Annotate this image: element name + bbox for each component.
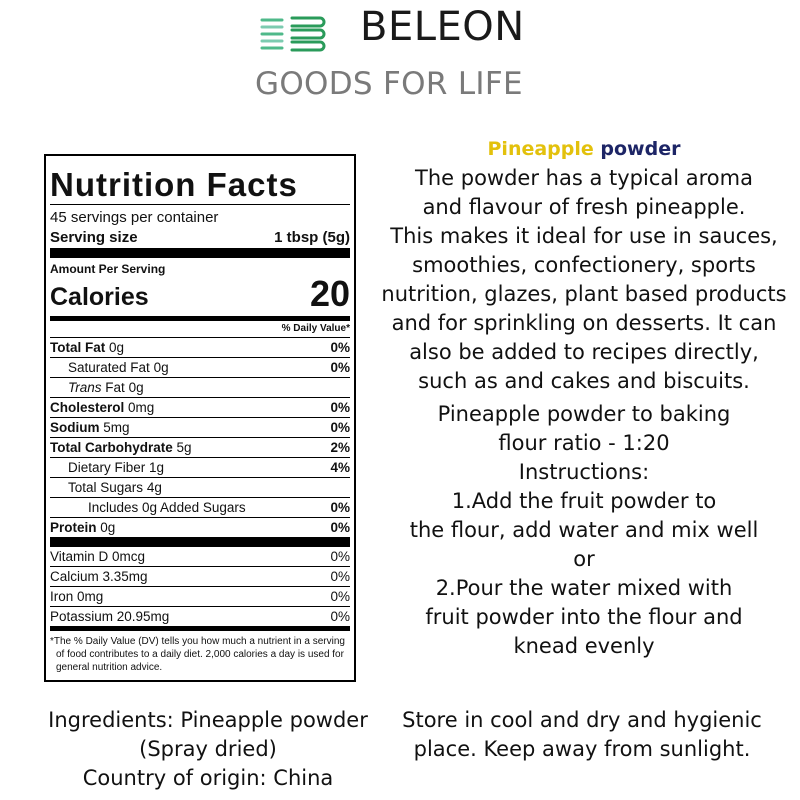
origin-line: Country of origin: China (82, 766, 334, 790)
vitamin-row-vitamin-d: Vitamin D 0mcg 0% (50, 549, 350, 564)
calories-row (50, 273, 350, 314)
product-title (366, 134, 800, 164)
product-title-word1: Pineapple (487, 138, 594, 160)
calories-value: 20 (309, 273, 350, 314)
description-line: such as and cakes and biscuits. (418, 369, 750, 393)
ingredients-line: (Spray dried) (139, 737, 277, 761)
beleon-logo-icon (258, 14, 330, 54)
instruction-line: the flour, add water and mix well (409, 518, 759, 542)
vitamin-row-iron: Iron 0mg 0% (50, 589, 350, 604)
ratio-line: Pineapple powder to baking (437, 402, 731, 426)
ingredients-block (28, 706, 388, 793)
description-line: The powder has a typical aroma (415, 166, 753, 190)
vitamin-row-calcium: Calcium 3.35mg 0% (50, 569, 350, 584)
product-title-word2: powder (600, 138, 681, 160)
description-line: smoothies, confectionery, sports (412, 253, 756, 277)
instruction-line: fruit powder into the flour and (425, 605, 743, 629)
instruction-line: knead evenly (513, 634, 655, 658)
nutrient-row-trans-fat: Trans Fat 0g (68, 380, 144, 395)
instruction-line: 2.Pour the water mixed with (435, 576, 733, 600)
daily-value-header: % Daily Value* (281, 323, 350, 334)
nutrient-row-cholesterol: Cholesterol 0mg 0% (50, 400, 350, 415)
nutrient-row-added-sugars: Includes 0g Added Sugars 0% (88, 500, 350, 515)
description-line: nutrition, glazes, plant based products (381, 282, 787, 306)
serving-size-row (50, 228, 350, 248)
storage-instructions (372, 706, 792, 764)
storage-line: place. Keep away from sunlight. (413, 737, 751, 761)
instruction-line: 1.Add the fruit powder to (451, 489, 717, 513)
daily-value-footnote: *The % Daily Value (DV) tells you how much a nutrient in a serving of food contributes to a daily diet. 2,000 calories a day is used for general nutrition advice. (50, 636, 345, 673)
storage-line: Store in cool and dry and hygienic (402, 708, 762, 732)
nutrient-row-total-carbohydrate: Total Carbohydrate 5g 2% (50, 440, 350, 455)
nutrient-row-total-sugars: Total Sugars 4g (68, 480, 162, 495)
nutrient-row-total-fat: Total Fat 0g 0% (50, 340, 350, 355)
nutrition-facts-title: Nutrition Facts (50, 166, 298, 203)
amount-per-serving: Amount Per Serving (50, 262, 166, 276)
calories-label: Calories (50, 283, 149, 311)
brand-tagline: GOODS FOR LIFE (255, 66, 523, 102)
instructions-title: Instructions: (518, 460, 650, 484)
description-line: also be added to recipes directly, (409, 340, 759, 364)
serving-size-value: 1 tbsp (5g) (274, 229, 350, 246)
description-line: and flavour of fresh pineapple. (422, 195, 746, 219)
ingredients-line: Ingredients: Pineapple powder (48, 708, 368, 732)
nutrient-row-saturated-fat: Saturated Fat 0g 0% (68, 360, 350, 375)
product-description (366, 134, 800, 661)
servings-per-container: 45 servings per container (50, 209, 219, 226)
nutrient-row-dietary-fiber: Dietary Fiber 1g 4% (68, 460, 350, 475)
nutrient-row-protein: Protein 0g 0% (50, 520, 350, 535)
description-line: and for sprinkling on desserts. It can (391, 311, 777, 335)
serving-size-label: Serving size (50, 229, 138, 246)
instruction-line: or (573, 547, 595, 571)
nutrient-row-sodium: Sodium 5mg 0% (50, 420, 350, 435)
description-line: This makes it ideal for use in sauces, (390, 224, 778, 248)
ratio-line: flour ratio - 1:20 (498, 431, 670, 455)
vitamin-row-potassium: Potassium 20.95mg 0% (50, 609, 350, 624)
brand-name: BELEON (360, 4, 525, 50)
nutrition-facts-panel (44, 154, 356, 682)
